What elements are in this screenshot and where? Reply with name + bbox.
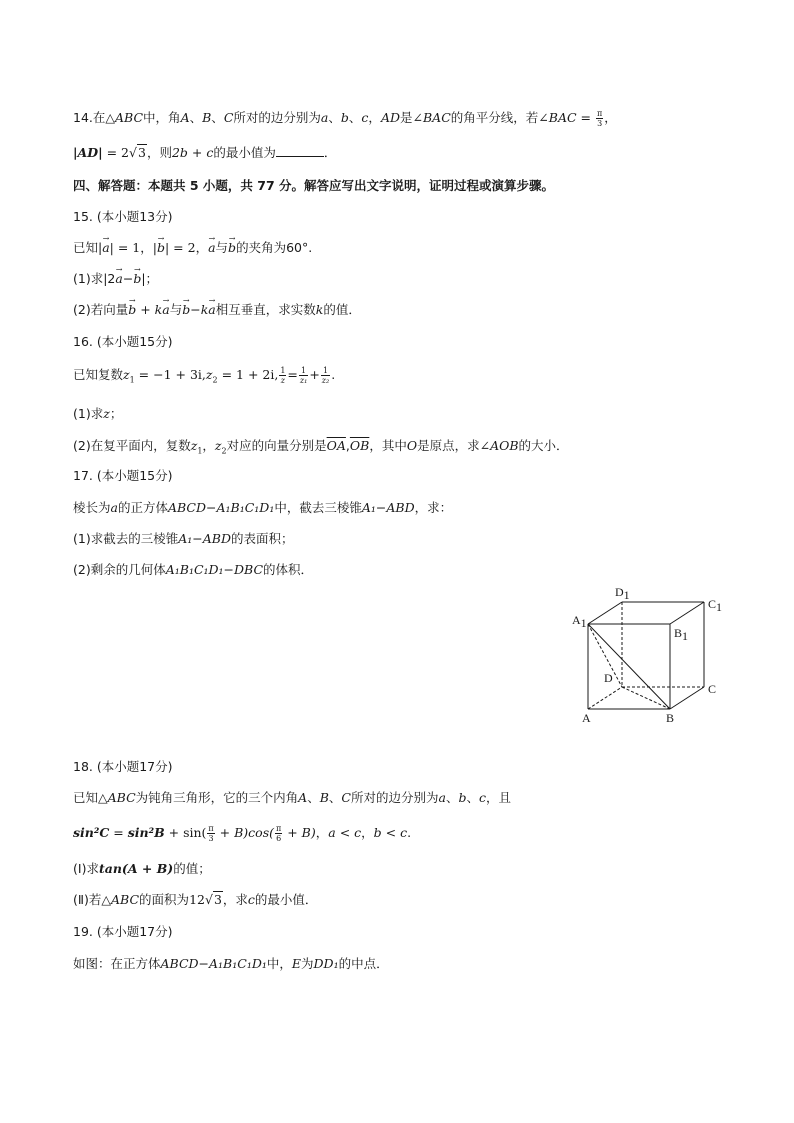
edge-a1-b bbox=[588, 624, 670, 709]
label-c: C bbox=[708, 682, 717, 696]
q19-header: 19. (本小题17分) bbox=[73, 924, 173, 939]
section-heading: 四、解答题：本题共 5 小题，共 77 分。解答应写出文字说明，证明过程或演算步骤。 bbox=[73, 178, 555, 193]
q18-equation: sin²C = sin²B + sin( $\frac{\pi}{3}$ + B)cos( $\frac{\pi}{6}$ + B)，a < c，b < c. bbox=[73, 824, 412, 843]
q15-header: 15. (本小题13分) bbox=[73, 209, 173, 224]
q16-line1: 已知复数$z_1 = -1 + 3i,z_2 = 1 + 2i$, $\frac{1}{z}$ = $\frac{1}{\text{z₁}}$ + $\frac{1}{\text{z₂}}$ . bbox=[73, 366, 336, 385]
q17-line1: 棱长为a的正方体ABCD−A₁B₁C₁D₁中，截去三棱锥A₁−ABD，求： bbox=[73, 500, 453, 515]
q18-part2: (Ⅱ)若△ABC的面积为12√3，求c的最小值． bbox=[73, 892, 318, 907]
q16-part2: (2)在复平面内，复数$z_1$，$z_2$对应的向量分别是$\overline{OA},\overline{OB}$，其中O是原点，求∠AOB的大小． bbox=[73, 438, 569, 456]
q18-header: 18. (本小题17分) bbox=[73, 759, 173, 774]
q18-line1: 已知△ABC为钝角三角形，它的三个内角A、B、C所对的边分别为a、b、c，且 bbox=[73, 790, 512, 805]
edge-b-c bbox=[670, 687, 704, 709]
edge-a1-d1 bbox=[588, 602, 622, 624]
q14-pi-over-3: $\frac{\pi}{3}$ bbox=[596, 109, 603, 128]
q14-line1: 14.在△ABC中，角A、B、C所对的边分别为a、b、c，AD是∠BAC的角平分线，若∠BAC = $\frac{\pi}{3}$ ， bbox=[73, 109, 617, 128]
cube-figure bbox=[570, 580, 730, 730]
label-b: B bbox=[666, 711, 675, 725]
label-a: A bbox=[582, 711, 591, 725]
label-c1: C1 bbox=[708, 597, 723, 614]
label-d1: D1 bbox=[615, 585, 630, 602]
q14-number: 14. bbox=[73, 110, 93, 125]
q17-header: 17. (本小题15分) bbox=[73, 468, 173, 483]
edge-a-d-hidden bbox=[588, 687, 622, 709]
label-a1: A1 bbox=[572, 613, 587, 630]
q15-line1: 已知|→ a| = 1，|→ b| = 2，→ a与→ b的夹角为60°. bbox=[73, 239, 312, 257]
q14-line2: |AD| = 2√3，则2b + c的最小值为 ． bbox=[73, 145, 337, 160]
q19-line1: 如图：在正方体ABCD−A₁B₁C₁D₁中，E为DD₁的中点． bbox=[73, 956, 389, 971]
q18-part1: (Ⅰ)求tan(A + B)的值； bbox=[73, 861, 211, 876]
q15-part2: (2)若向量→ b + k→ a与→ b−k→ a相互垂直，求实数k的值． bbox=[73, 301, 361, 319]
q16-header: 16. (本小题15分) bbox=[73, 334, 173, 349]
q15-part1: (1)求|2→ a−→ b|； bbox=[73, 270, 158, 288]
label-b1: B1 bbox=[674, 626, 689, 643]
edge-d-b-hidden bbox=[622, 687, 670, 709]
edge-b1-c1 bbox=[670, 602, 704, 624]
q17-part1: (1)求截去的三棱锥A₁−ABD的表面积； bbox=[73, 531, 294, 546]
q16-part1: (1)求z； bbox=[73, 406, 123, 421]
q17-part2: (2)剩余的几何体A₁B₁C₁D₁−DBC的体积． bbox=[73, 562, 314, 577]
label-d: D bbox=[604, 671, 613, 685]
answer-blank bbox=[276, 144, 324, 157]
